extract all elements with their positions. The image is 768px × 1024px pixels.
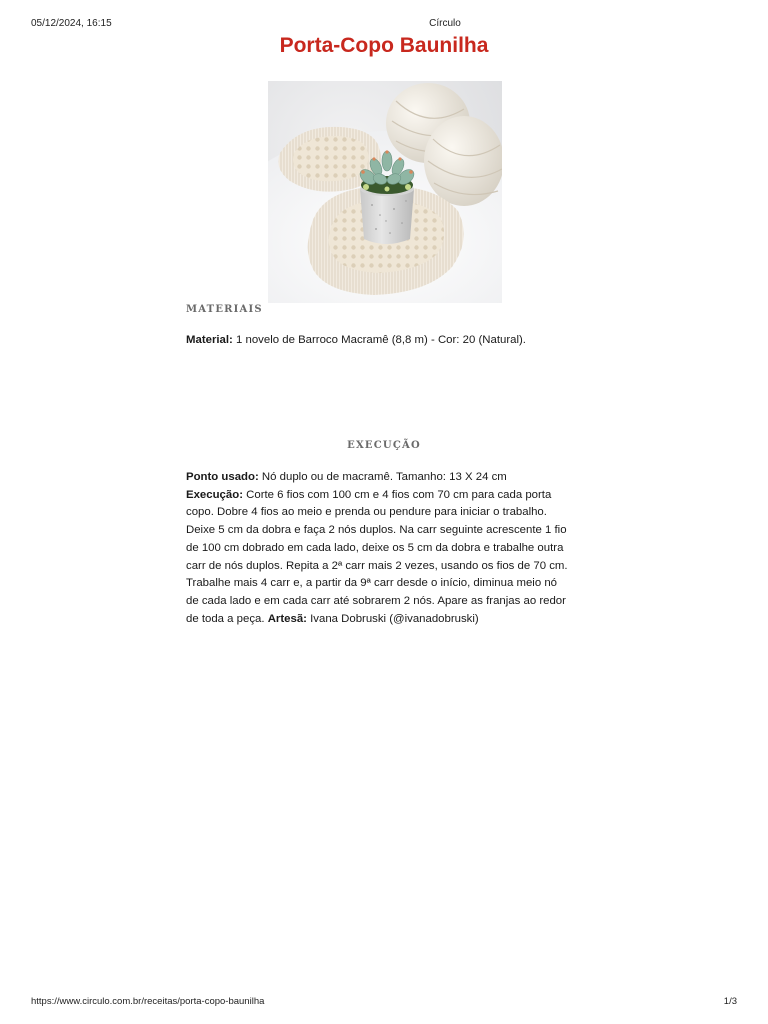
yarn-ball-front xyxy=(424,116,502,206)
execution-heading: EXECUÇÃO xyxy=(347,440,421,451)
recipe-photo xyxy=(268,81,502,303)
materials-line xyxy=(186,332,570,350)
material-label: Material: xyxy=(186,334,233,346)
artist-label: Artesã: xyxy=(267,612,307,625)
execution-label: Execução: xyxy=(186,488,243,501)
artist-text: Ivana Dobruski (@ivanadobruski) xyxy=(306,612,479,625)
print-site-name: Círculo xyxy=(429,18,461,29)
page-url: https://www.circulo.com.br/receitas/porta-copo-baunilha xyxy=(31,996,265,1007)
execution-text: Corte 6 fios com 100 cm e 4 fios com 70 cm para cada porta copo. Dobre 4 fios ao meio e prenda ou pendure para iniciar o trabalho. Deixe 5 cm da dobra e faça 2 nós duplos. Na carr seguinte acrescente 1 fio de 100 cm dobrado em cada lado, deixe os 5 cm da dobra e trabalhe outra carr de nós duplos. Repita a 2ª carr mais 2 vezes, usando os fios de 70 cm. Trabalhe mais 4 carr e, a partir da 9ª carr desde o início, diminua meio nó de cada lado e em cada carr até sobrarem 2 nós. Apare as franjas ao redor de toda a peça. xyxy=(186,488,568,625)
page-number: 1/3 xyxy=(723,996,737,1007)
stitch-text: Nó duplo ou de macramê. Tamanho: 13 X 24 cm xyxy=(258,471,507,483)
stitch-label: Ponto usado: xyxy=(186,471,259,483)
recipe-title: Porta-Copo Baunilha xyxy=(279,34,489,57)
material-text: 1 novelo de Barroco Macramê (8,8 m) - Cor: 20 (Natural). xyxy=(232,334,526,346)
execution-block xyxy=(186,469,570,628)
materials-heading: MATERIAIS xyxy=(186,304,263,315)
print-datetime: 05/12/2024, 16:15 xyxy=(31,18,112,29)
